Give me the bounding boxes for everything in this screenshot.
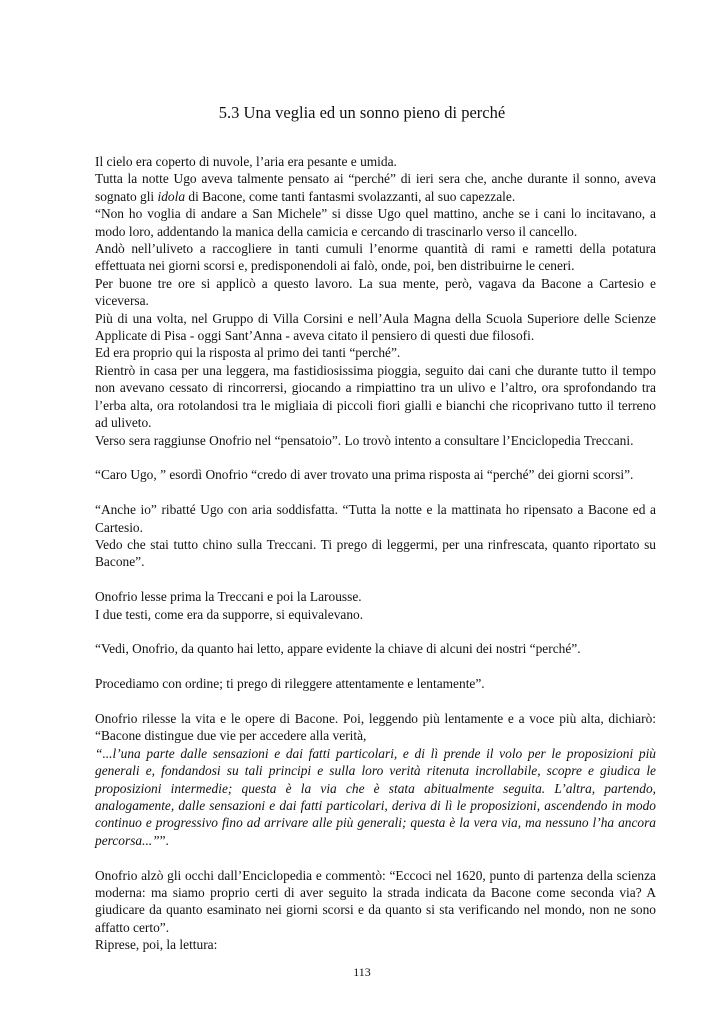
paragraph: Vedo che stai tutto chino sulla Treccani. Ti prego di leggermi, per una rinfrescata, quanto riportato su Bacone”. (95, 536, 656, 570)
paragraph-gap (95, 623, 656, 640)
paragraph-gap (95, 484, 656, 501)
paragraph-gap (95, 449, 656, 466)
paragraph: Onofrio rilesse la vita e le opere di Bacone. Poi, leggendo più lentamente e a voce più alta, dichiarò: “Bacone distingue due vie per accedere alla verità, (95, 710, 656, 744)
paragraph: “Anche io” ribatté Ugo con aria soddisfatta. “Tutta la notte e la mattinata ho ripensato a Bacone ed a Cartesio. (95, 502, 656, 535)
paragraph: Riprese, poi, la lettura: (95, 937, 218, 953)
paragraph: Verso sera raggiunse Onofrio nel “pensatoio”. Lo trovò intento a consultare l’Enciclopedia Treccani. (95, 432, 634, 448)
paragraph-gap (95, 658, 656, 675)
paragraph (95, 170, 656, 205)
paragraph: Rientrò in casa per una leggera, ma fastidiosissima pioggia, seguito dai cani che durante tutto il tempo non avevano cessato di rincorrersi, giocando a rimpiattino tra un ulivo e l’altro, ora sprofondando tra l’erba alta, ora rotolandosi tra le migliaia di piccoli fiori gialli e bianchi che ricoprivano tutto il terreno ad uliveto. (95, 362, 656, 431)
paragraph: Andò nell’uliveto a raccogliere in tanti cumuli l’enorme quantità di rami e rametti della potatura effettuata nei giorni scorsi e, predisponendoli ai falò, onde, poi, ben distribuirne le ceneri. (95, 241, 656, 274)
paragraph: I due testi, come era da supporre, si equivalevano. (95, 606, 364, 622)
text-run: di Bacone, come tanti fantasmi svolazzanti, al suo capezzale. (185, 188, 516, 204)
page-number: 113 (353, 965, 371, 979)
quotation-text: “...l’una parte dalle sensazioni e dai fatti particolari, e di lì prende il volo per le proposizioni più generali e, fondandosi su tali principi e sulla loro verità ritenuta incrollabile, scopre e giudica le proposizioni intermedie; questa è la via che è stata abitualmente seguita. L’altra, partendo, analogamente, dalle sensazioni e dai fatti particolari, deriva di lì le proposizioni, ascendendo in modo continuo e progressivo fino ad arrivare alle più generali; questa è la vera via, ma nessuno l’ha ancora percorsa...” (95, 745, 656, 848)
paragraph-gap (95, 849, 656, 866)
paragraph: “Vedi, Onofrio, da quanto hai letto, appare evidente la chiave di alcuni dei nostri “perché”. (95, 641, 581, 657)
paragraph-gap (95, 693, 656, 710)
quotation-close: ”. (159, 832, 169, 848)
paragraph: Per buone tre ore si applicò a questo lavoro. La sua mente, però, vagava da Bacone a Cartesio e viceversa. (95, 275, 656, 309)
paragraph: Procediamo con ordine; ti prego di rileggere attentamente e lentamente”. (95, 676, 485, 692)
paragraph: “Non ho voglia di andare a San Michele” si disse Ugo quel mattino, anche se i cani lo incitavano, a modo loro, addentando la manica della camicia e cercando di trascinarlo verso il cancello. (95, 206, 656, 239)
paragraph: “Caro Ugo, ” esordì Onofrio “credo di aver trovato una prima risposta ai “perché” dei giorni scorsi”. (95, 467, 634, 483)
paragraph: Onofrio alzò gli occhi dall’Enciclopedia e commentò: “Eccoci nel 1620, punto di partenza della scienza moderna: ma siamo proprio certi di aver seguito la strada indicata da Bacone come seconda via? A giudicare da quanto esaminato nei giorni scorsi e da quanto si sta verificando nel mondo, non ne sono affatto certo”. (95, 867, 656, 935)
section-title: 5.3 Una veglia ed un sonno pieno di perché (218, 103, 506, 122)
paragraph: Più di una volta, nel Gruppo di Villa Corsini e nell’Aula Magna della Scuola Superiore delle Scienze Applicate di Pisa - oggi Sant’Anna - aveva citato il pensiero di questi due filosofi. (95, 310, 656, 344)
paragraph: Ed era proprio qui la risposta al primo dei tanti “perché”. (95, 345, 401, 361)
body-text (95, 153, 656, 954)
italic-term: idola (157, 188, 186, 204)
paragraph: Il cielo era coperto di nuvole, l’aria era pesante e umida. (95, 154, 397, 169)
paragraph: Onofrio lesse prima la Treccani e poi la Larousse. (95, 589, 362, 605)
paragraph-gap (95, 571, 656, 588)
text-run: Tutta la notte Ugo aveva talmente pensato ai “perché” di ieri sera che, anche durante il sonno, aveva sognato gli (95, 171, 656, 204)
quotation (95, 745, 656, 849)
